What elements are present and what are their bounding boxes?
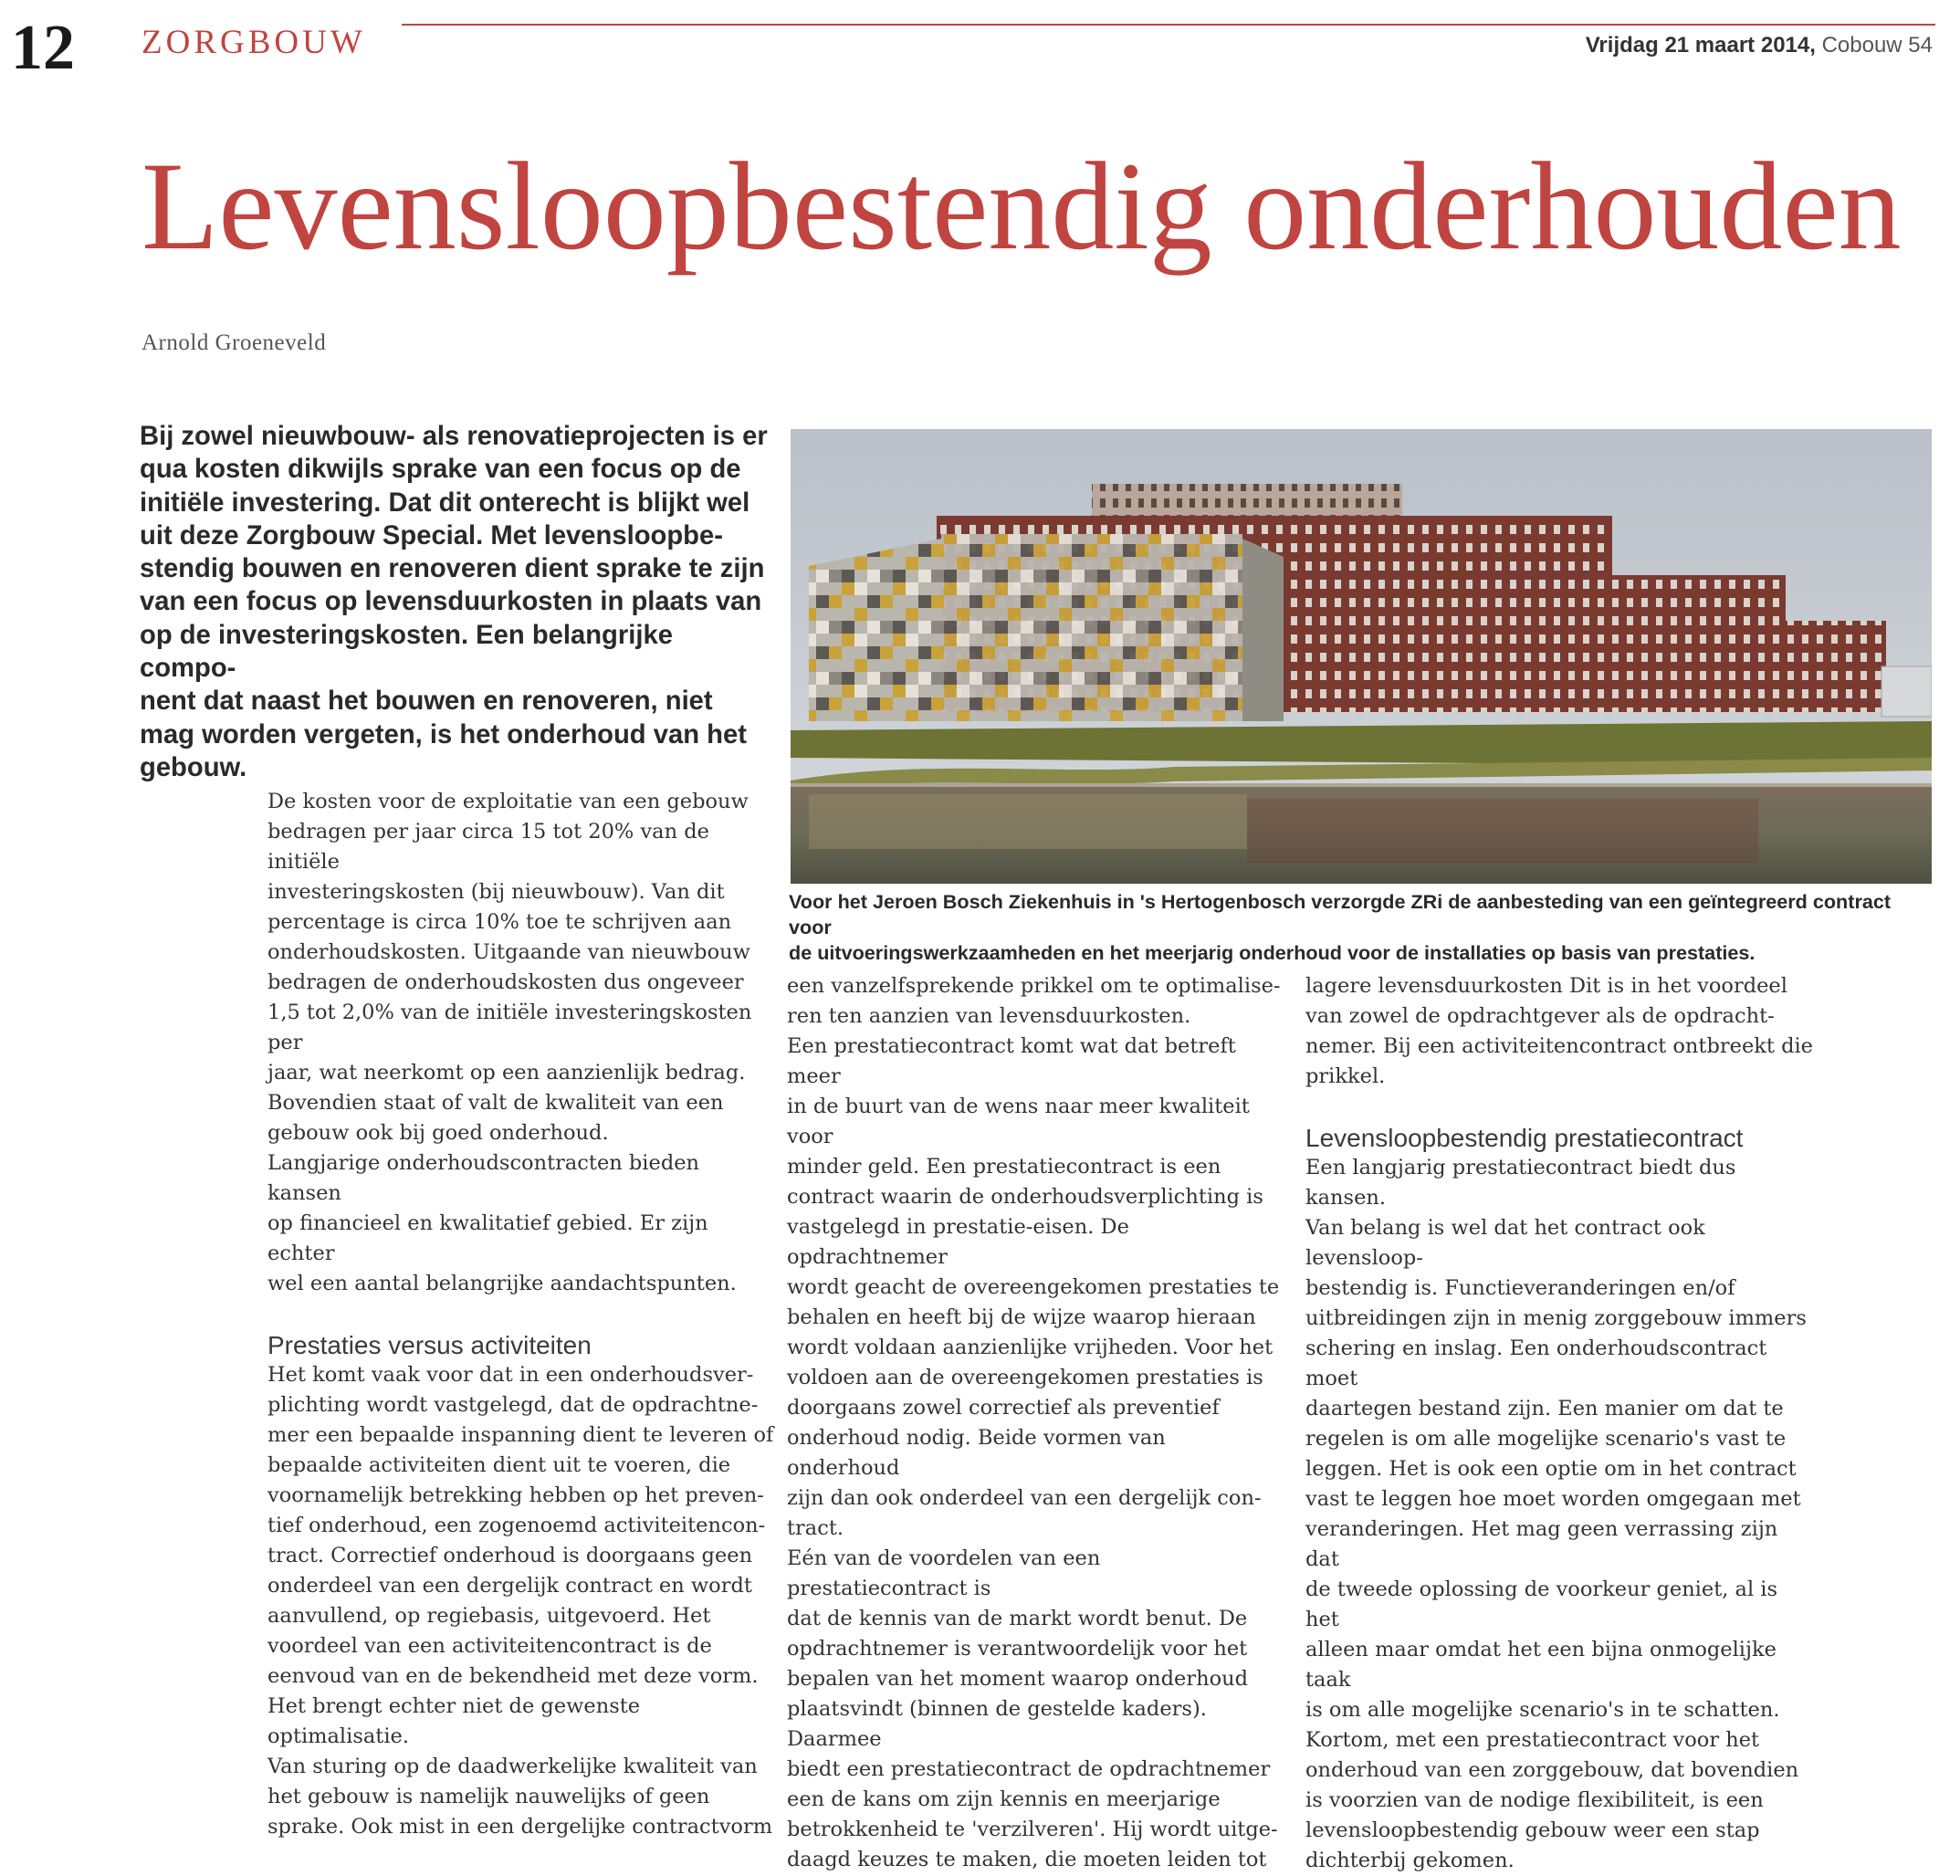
body-line: bedragen per jaar circa 15 tot 20% van de initiële [267, 820, 709, 874]
subheading-prestaties: Prestaties versus activiteiten [267, 1331, 592, 1359]
body-line: De kosten voor de exploitatie van een gebouw [267, 790, 749, 813]
body-line: vastgelegd in prestatie-eisen. De opdrachtnemer [787, 1215, 1129, 1269]
body-line: in de buurt van de wens naar meer kwaliteit voor [787, 1095, 1250, 1148]
intro-line: nent dat naast het bouwen en renoveren, niet [140, 686, 713, 717]
intro-line: gebouw. [140, 752, 247, 782]
body-line: Een prestatiecontract komt wat dat betreft meer [787, 1034, 1236, 1088]
intro-line: qua kosten dikwijls sprake van een focus op de [140, 455, 741, 485]
body-line: gebouw ook bij goed onderhoud. [267, 1121, 609, 1145]
body-line: Langjarige onderhoudscontracten bieden kansen [267, 1151, 700, 1205]
intro-line: van een focus op levensduurkosten in plaats van [140, 587, 762, 617]
intro-line: mag worden vergeten, is het onderhoud van het [140, 719, 747, 749]
body-line: zijn dan ook onderdeel van een dergelijk con- [787, 1486, 1262, 1510]
body-line: aanvullend, op regiebasis, uitgevoerd. Het [267, 1604, 711, 1628]
body-line: Eén van de voordelen van een prestatiecontract is [787, 1546, 1101, 1600]
issue-date: Vrijdag 21 maart 2014, [1585, 33, 1816, 58]
subheading-levensloop: Levensloopbestendig prestatiecontract [1305, 1124, 1744, 1152]
body-line: tief onderhoud, een zogenoemd activiteitencon- [267, 1514, 766, 1537]
body-line: bepaalde activiteiten dient uit te voeren, die [267, 1453, 731, 1477]
body-line: minder geld. Een prestatiecontract is een [787, 1155, 1221, 1179]
body-line: sprake. Ook mist in een dergelijke contractvorm [267, 1815, 773, 1839]
caption-line: Voor het Jeroen Bosch Ziekenhuis in 's Hertogenbosch verzorgde ZRi de aanbesteding van een geïntegreerd contract voor [789, 890, 1892, 938]
body-line: mer een bepaalde inspanning dient te leveren of [267, 1423, 774, 1447]
hospital-photo [791, 429, 1932, 884]
body-line: lagere levensduurkosten Dit is in het voordeel [1305, 974, 1787, 998]
body-line: onderhoudskosten. Uitgaande van nieuwbouw [267, 940, 750, 964]
body-line: voldoen aan de overeengekomen prestaties is [787, 1366, 1263, 1389]
intro-line: Bij zowel nieuwbouw- als renovatieprojecten is er [140, 422, 768, 451]
body-line: van zowel de opdrachtgever als de opdracht- [1305, 1004, 1775, 1028]
body-line: een vanzelfsprekende prikkel om te optimalise- [787, 974, 1281, 998]
body-line: de tweede oplossing de voorkeur geniet, al is het [1305, 1577, 1778, 1631]
body-column-1 [267, 787, 774, 1842]
body-line: Het brengt echter niet de gewenste optimalisatie. [267, 1694, 641, 1748]
caption-line: de uitvoeringswerkzaamheden en het meerjarig onderhoud voor de installaties op basis van prestaties. [789, 941, 1756, 964]
body-line: een de kans om zijn kennis en meerjarige [787, 1787, 1221, 1811]
body-line: bestendig is. Functieveranderingen en/of [1305, 1276, 1735, 1300]
body-line: vast te leggen hoe moet worden omgegaan met [1305, 1487, 1801, 1511]
body-line: biedt een prestatiecontract de opdrachtnemer [787, 1757, 1271, 1781]
body-line: plaatsvindt (binnen de gestelde kaders). Daarmee [787, 1697, 1207, 1751]
body-line: dat de kennis van de markt wordt benut. De [787, 1607, 1248, 1630]
photo-parking-garage [809, 539, 941, 721]
intro-line: uit deze Zorgbouw Special. Met levensloopbe- [140, 520, 723, 550]
body-line: is voorzien van de nodige flexibiliteit, is een [1305, 1788, 1764, 1812]
page-number: 12 [11, 13, 75, 83]
body-line: leggen. Het is ook een optie om in het contract [1305, 1457, 1797, 1481]
body-line: eenvoud van en de bekendheid met deze vorm. [267, 1664, 759, 1688]
publication-info: Cobouw 54 [1821, 33, 1933, 58]
body-line: op financieel en kwalitatief gebied. Er zijn echter [267, 1211, 708, 1265]
body-column-3 [1305, 971, 1817, 1876]
body-line: tract. Correctief onderhoud is doorgaans geen [267, 1544, 753, 1567]
body-line: nemer. Bij een activiteitencontract ontbreekt die [1305, 1034, 1813, 1058]
body-line: onderhoud van een zorggebouw, dat bovendien [1305, 1758, 1799, 1782]
body-line: investeringskosten (bij nieuwbouw). Van dit [267, 880, 725, 904]
article-title: Levensloopbestendig onderhouden [141, 136, 1902, 276]
body-line: voornamelijk betrekking hebben op het preven- [267, 1483, 764, 1507]
body-line: wel een aantal belangrijke aandachtspunten. [267, 1272, 737, 1295]
body-column-2 [787, 971, 1284, 1875]
body-line: jaar, wat neerkomt op een aanzienlijk bedrag. [267, 1061, 746, 1085]
body-line: veranderingen. Het mag geen verrassing zijn dat [1305, 1517, 1778, 1571]
body-line: Kortom, met een prestatiecontract voor het [1305, 1728, 1760, 1752]
body-line: tract. [787, 1516, 844, 1540]
body-line: Van sturing op de daadwerkelijke kwaliteit van [267, 1755, 758, 1778]
body-line: schering en inslag. Een onderhoudscontract moet [1305, 1336, 1767, 1390]
body-line: Van belang is wel dat het contract ook levensloop- [1305, 1216, 1705, 1270]
body-line: opdrachtnemer is verantwoordelijk voor het [787, 1637, 1248, 1661]
header-rule [402, 24, 1935, 26]
body-line: alleen maar omdat het een bijna onmogelijke taak [1305, 1638, 1777, 1692]
photo-building-wing [1777, 621, 1886, 712]
body-line: daartegen bestand zijn. Een manier om dat te [1305, 1397, 1784, 1420]
photo-caption [789, 889, 1930, 966]
body-line: is om alle mogelijke scenario's in te schatten. [1305, 1698, 1780, 1722]
body-line: daagd keuzes te maken, die moeten leiden tot [787, 1848, 1267, 1871]
byline: Arnold Groeneveld [141, 330, 327, 355]
body-line: levensloopbestendig gebouw weer een stap [1305, 1818, 1760, 1842]
body-line: betrokkenheid te 'verzilveren'. Hij wordt uitge- [787, 1818, 1278, 1841]
body-line: voordeel van een activiteitencontract is de [267, 1634, 712, 1658]
body-line: Het komt vaak voor dat in een onderhoudsver- [267, 1363, 754, 1387]
body-line: percentage is circa 10% toe te schrijven aan [267, 910, 732, 934]
body-line: bedragen de onderhoudskosten dus ongeveer [267, 970, 744, 994]
body-line: prikkel. [1305, 1064, 1386, 1088]
body-line: 1,5 tot 2,0% van de initiële investeringskosten per [267, 1001, 752, 1054]
body-line: wordt geacht de overeengekomen prestaties te [787, 1275, 1280, 1299]
body-line: onderhoud nodig. Beide vormen van onderhoud [787, 1426, 1166, 1480]
body-line: ren ten aanzien van levensduurkosten. [787, 1004, 1191, 1028]
section-label: ZORGBOUW [141, 24, 366, 61]
intro-line: stendig bouwen en renoveren dient sprake te zijn [140, 554, 765, 584]
body-line: wordt voldaan aanzienlijke vrijheden. Voor het [787, 1336, 1273, 1359]
body-line: uitbreidingen zijn in menig zorggebouw immers [1305, 1306, 1807, 1330]
body-line: Bovendien staat of valt de kwaliteit van een [267, 1091, 724, 1115]
body-line: Een langjarig prestatiecontract biedt dus kansen. [1305, 1156, 1736, 1210]
body-line: onderdeel van een dergelijk contract en wordt [267, 1574, 752, 1598]
dateline [1586, 35, 1933, 57]
body-line: plichting wordt vastgelegd, dat de opdrachtne- [267, 1393, 759, 1417]
body-line: contract waarin de onderhoudsverplichting is [787, 1185, 1263, 1209]
body-line: behalen en heeft bij de wijze waarop hieraan [787, 1305, 1256, 1329]
body-line: dichterbij gekomen. [1305, 1849, 1515, 1872]
intro-line: op de investeringskosten. Een belangrijke compo- [140, 620, 673, 684]
body-line: regelen is om alle mogelijke scenario's vast te [1305, 1427, 1787, 1451]
body-line: het gebouw is namelijk nauwelijks of geen [267, 1785, 710, 1808]
photo-building-wing [1603, 575, 1786, 712]
body-line: bepalen van het moment waarop onderhoud [787, 1667, 1249, 1691]
body-line: doorgaans zowel correctief als preventief [787, 1396, 1220, 1420]
intro-paragraph [140, 420, 774, 784]
intro-line: initiële investering. Dat dit onterecht is blijkt wel [140, 487, 750, 518]
